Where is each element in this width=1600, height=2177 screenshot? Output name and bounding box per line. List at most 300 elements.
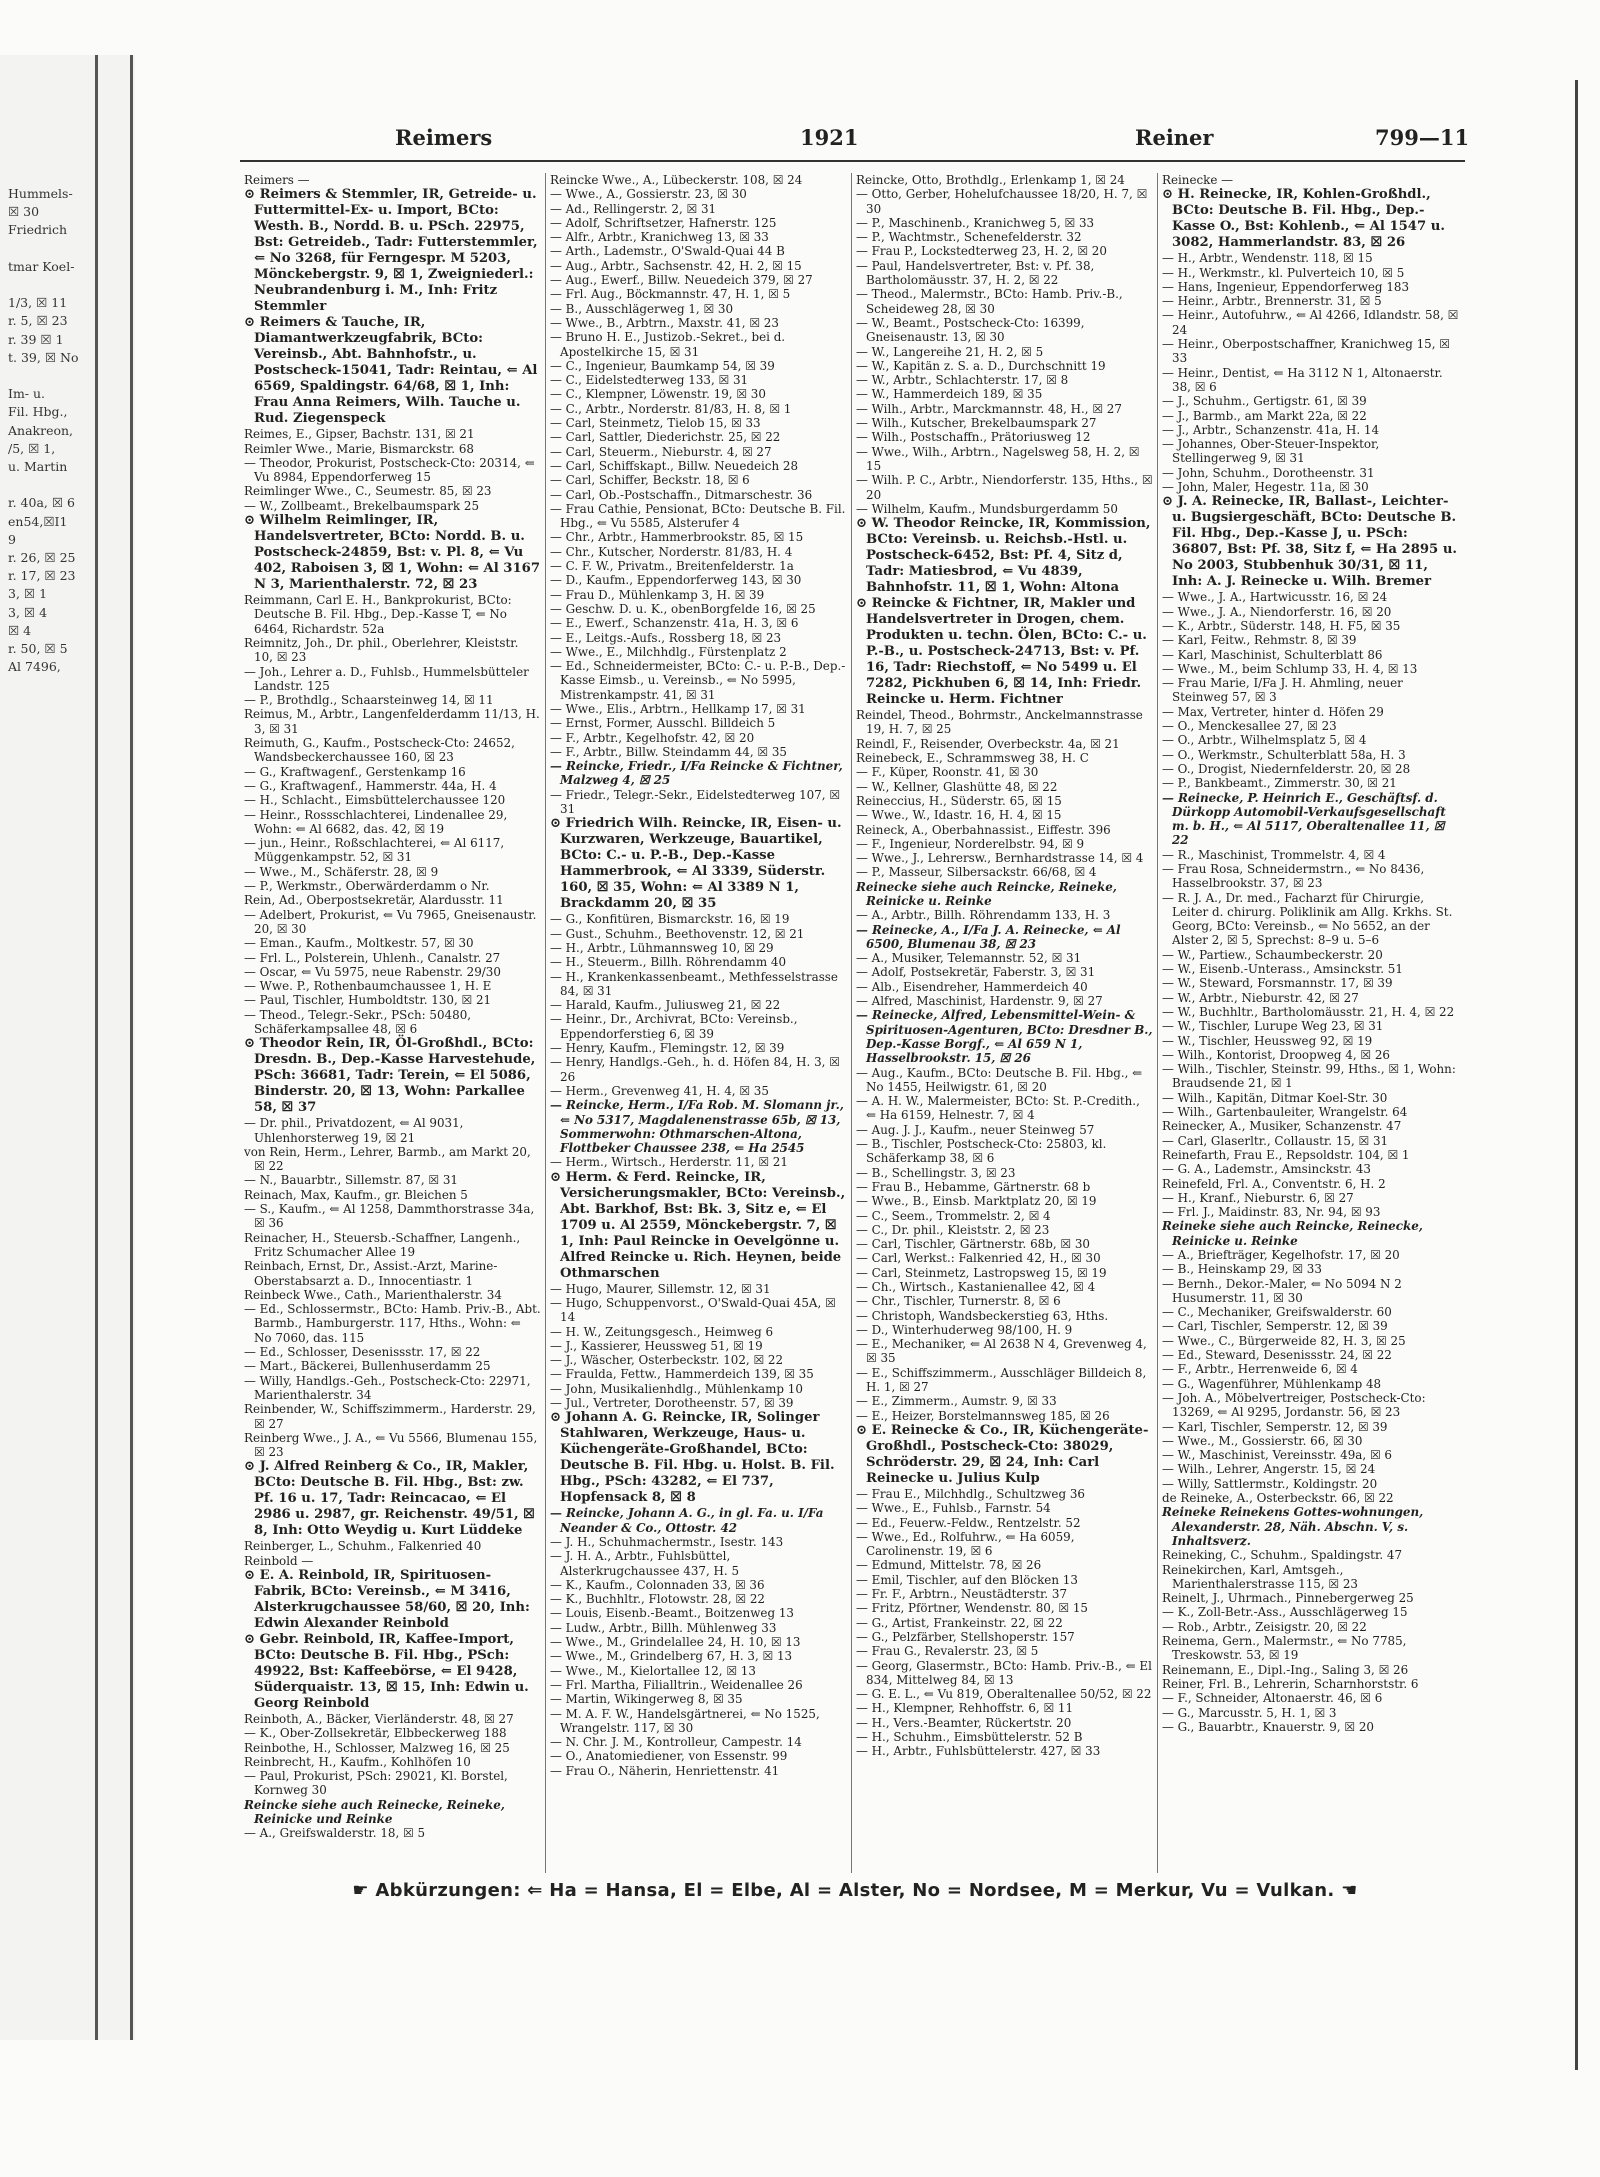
directory-entry: ⊙ Gebr. Reinbold, IR, Kaffee-Import, BCto: Deutsche B. Fil. Hbg., PSch: 49922, Bst: Kaffeebörse, ⇐ El 9428, Süderquaistr. 13, ☒ 15, Inh: Edwin u. Georg Reinbold	[244, 1632, 529, 1711]
directory-entry: — Henry, Kaufm., Flemingstr. 12, ☒ 39	[550, 1041, 785, 1056]
directory-entry: ⊙ Reimers & Tauche, IR, Diamantwerkzeugfabrik, BCto: Vereinsb., Abt. Bahnhofstr., u. Postscheck-15041, Tadr: Reintau, ⇐ Al 6569, Spaldingstr. 64/68, ☒ 1, Inh: Frau Anna Reimers, Wilh. Tauche u. Rud. Ziegenspeck	[244, 315, 538, 427]
directory-entry: — Geschw. D. u. K., obenBorgfelde 16, ☒ 25	[550, 601, 816, 616]
directory-entry: — P., Werkmstr., Oberwärderdamm o Nr.	[244, 879, 490, 894]
directory-entry: — S., Kaufm., ⇐ Al 1258, Dammthorstrasse 34a, ☒ 36	[244, 1202, 535, 1231]
directory-entry: — Ernst, Former, Ausschl. Billdeich 5	[550, 716, 776, 731]
directory-entry: — R., Maschinist, Trommelstr. 4, ☒ 4	[1162, 847, 1386, 862]
directory-entry: Reinemann, E., Dipl.-Ing., Saling 3, ☒ 26	[1162, 1662, 1409, 1677]
directory-entry: — Paul, Handelsvertreter, Bst: v. Pf. 38, Bartholomäusstr. 37, H. 2, ☒ 22	[856, 258, 1095, 288]
directory-entry: Reimuth, G., Kaufm., Postscheck-Cto: 24652, Wandsbeckerchaussee 160, ☒ 23	[244, 736, 515, 765]
directory-entry: — Wwe., M., Grindelallee 24, H. 10, ☒ 13	[550, 1635, 801, 1650]
directory-entry: — W., Tischler, Lurupe Weg 23, ☒ 31	[1162, 1019, 1384, 1034]
directory-entry: — F., Arbtr., Billw. Steindamm 44, ☒ 35	[550, 744, 787, 759]
directory-entry: — E., Zimmerm., Aumstr. 9, ☒ 33	[856, 1394, 1057, 1409]
directory-entry: Reimmann, Carl E. H., Bankprokurist, BCto: Deutsche B. Fil. Hbg., Dep.-Kasse T, ⇐ No 6464, Richardstr. 52a	[244, 593, 512, 636]
previous-page-line: Friedrich	[8, 222, 68, 238]
directory-entry: ⊙ W. Theodor Reincke, IR, Kommission, BCto: Vereinsb. u. Reichsb.-Hstl. u. Postscheck-6452, Bst: Pf. 4, Sitz d, Tadr: Matiesbrod, ⇐ Vu 4839, Bahnhofstr. 11, ☒ 1, Wohn: Altona	[856, 516, 1151, 596]
directory-column-1	[240, 173, 546, 1873]
directory-entry: Reinema, Gern., Malermstr., ⇐ No 7785, Treskowstr. 53, ☒ 19	[1162, 1634, 1407, 1663]
directory-entry: — Wwe., B., Einsb. Marktplatz 20, ☒ 19	[856, 1194, 1097, 1209]
directory-entry: — W., Buchhltr., Bartholomäusstr. 21, H. 4, ☒ 22	[1162, 1004, 1455, 1019]
directory-entry: — Joh., Lehrer a. D., Fuhlsb., Hummelsbütteler Landstr. 125	[244, 664, 529, 693]
directory-entry: — Wilh., Kapitän, Ditmar Koel-Str. 30	[1162, 1090, 1388, 1105]
directory-entry: — J., Arbtr., Schanzenstr. 41a, H. 14	[1162, 422, 1380, 437]
directory-entry: — Carl, Ob.-Postschaffn., Ditmarschestr. 36	[550, 487, 813, 502]
previous-page-line: 1/3, ☒ 11	[8, 295, 68, 311]
directory-entry: — Frl. Martha, Filialltrin., Weidenallee 26	[550, 1677, 803, 1692]
previous-page-line: ☒ 4	[8, 622, 32, 638]
directory-entry: — Otto, Gerber, Hohelufchaussee 18/20, H. 7, ☒ 30	[856, 187, 1148, 216]
directory-entry: — Wwe., M., beim Schlump 33, H. 4, ☒ 13	[1162, 661, 1418, 676]
directory-entry: — C., Ingenieur, Baumkamp 54, ☒ 39	[550, 358, 775, 373]
directory-entry: — Paul, Prokurist, PSch: 29021, Kl. Borstel, Kornweg 30	[244, 1769, 508, 1798]
directory-entry: ⊙ J. A. Reinecke, IR, Ballast-, Leichter- u. Bugsiergeschäft, BCto: Deutsche B. Fil. Hbg., Dep.-Kasse J, u. PSch: 36807, Bst: Pf. 38, Sitz f, ⇐ Ha 2895 u. No 2003, Stubbenhuk 30/31, ☒ 11, Inh: A. J. Reinecke u. Wilh. Bremer	[1162, 494, 1457, 590]
directory-entry: — Wilh., Arbtr., Marckmannstr. 48, H., ☒ 27	[856, 401, 1122, 416]
directory-entry: — A., Arbtr., Billh. Röhrendamm 133, H. 3	[856, 908, 1111, 923]
directory-entry: — Carl, Glaserltr., Collaustr. 15, ☒ 31	[1162, 1133, 1389, 1148]
directory-entry: von Rein, Herm., Lehrer, Barmb., am Markt 20, ☒ 22	[244, 1144, 531, 1174]
directory-entry: — Carl, Schiffer, Beckstr. 18, ☒ 6	[550, 473, 750, 488]
directory-entry: — Ed., Schlosser, Desenissstr. 17, ☒ 22	[244, 1345, 481, 1360]
directory-entry: — Aug., Kaufm., BCto: Deutsche B. Fil. Hbg., ⇐ No 1455, Heilwigstr. 61, ☒ 20	[856, 1065, 1143, 1094]
directory-entry: — H., Vers.-Beamter, Rückertstr. 20	[856, 1715, 1072, 1730]
header-page-number: 799—11	[1375, 125, 1470, 150]
directory-entry: — Friedr., Telegr.-Sekr., Eidelstedterweg 107, ☒ 31	[550, 787, 841, 817]
directory-entry: — B., Tischler, Postscheck-Cto: 25803, kl. Schäferkamp 38, ☒ 6	[856, 1137, 1107, 1166]
previous-page-line: Anakreon,	[8, 422, 74, 438]
directory-entry: — Wwe., M., Schäferstr. 28, ☒ 9	[244, 864, 439, 879]
directory-entry: — H., Arbtr., Fuhlsbüttelerstr. 427, ☒ 33	[856, 1744, 1101, 1759]
directory-entry: — Emil, Tischler, auf den Blöcken 13	[856, 1572, 1078, 1587]
previous-page-line	[8, 240, 132, 258]
directory-entry: — Gust., Schuhm., Beethovenstr. 12, ☒ 21	[550, 926, 805, 941]
directory-entry: — Paul, Tischler, Humboldtstr. 130, ☒ 21	[244, 993, 492, 1008]
directory-entry: Reimus, M., Arbtr., Langenfelderdamm 11/13, H. 3, ☒ 31	[244, 707, 540, 736]
directory-entry: — W., Kapitän z. S. a. D., Durchschnitt 19	[856, 358, 1106, 373]
directory-entry: — Alfr., Arbtr., Kranichweg 13, ☒ 33	[550, 230, 769, 245]
directory-entry: — Theodor, Prokurist, Postscheck-Cto: 20314, ⇐ Vu 8984, Eppendorferweg 15	[244, 455, 535, 485]
directory-entry: — Frau Rosa, Schneidermstrn., ⇐ No 8436, Hasselbrookstr. 37, ☒ 23	[1162, 861, 1425, 891]
directory-entry: Reineccius, H., Süderstr. 65, ☒ 15	[856, 793, 1062, 808]
directory-entry: — J., Wäscher, Osterbeckstr. 102, ☒ 22	[550, 1353, 784, 1368]
directory-entry: — Oscar, ⇐ Vu 5975, neue Rabenstr. 29/30	[244, 964, 501, 979]
directory-entry: — W., Eisenb.-Unterass., Amsinckstr. 51	[1162, 962, 1403, 977]
directory-entry: — E., Schiffszimmerm., Ausschläger Billdeich 8, H. 1, ☒ 27	[856, 1365, 1147, 1395]
directory-entry: — P., Brothdlg., Schaarsteinweg 14, ☒ 11	[244, 693, 494, 708]
directory-entry: — C., Seem., Trommelstr. 2, ☒ 4	[856, 1208, 1051, 1223]
directory-entry: Rein, Ad., Oberpostsekretär, Alardusstr. 11	[244, 893, 504, 908]
directory-entry: ⊙ Reincke & Fichtner, IR, Makler und Handelsvertreter in Drogen, chem. Produkten u. techn. Ölen, BCto: C.- u. P.-B., u. Postscheck-24713, Bst: v. Pf. 16, Tadr: Riechstoff, ⇐ No 5499 u. El 7282, Pickhuben 6, ☒ 14, Inh: Friedr. Reincke u. Herm. Fichtner	[856, 596, 1147, 708]
previous-page-line	[8, 367, 132, 385]
directory-entry: Reimler Wwe., Marie, Bismarckstr. 68	[244, 441, 474, 456]
directory-entry: — Max, Vertreter, hinter d. Höfen 29	[1162, 704, 1384, 719]
directory-entry: — Frl. L., Polsterein, Uhlenh., Canalstr. 27	[244, 950, 501, 965]
directory-entry: — Wilh., Kontorist, Droopweg 4, ☒ 26	[1162, 1047, 1390, 1062]
previous-page-line	[8, 476, 132, 494]
directory-entry: — Wilh., Kutscher, Brekelbaumspark 27	[856, 416, 1097, 431]
directory-entry: — G., Artist, Frankeinstr. 22, ☒ 22	[856, 1615, 1063, 1630]
directory-entry: — John, Musikalienhdlg., Mühlenkamp 10	[550, 1381, 803, 1396]
directory-entry: — A., Briefträger, Kegelhofstr. 17, ☒ 20	[1162, 1248, 1400, 1262]
directory-entry: — K., Arbtr., Süderstr. 148, H. F5, ☒ 35	[1162, 618, 1401, 633]
directory-entry: — H., Schuhm., Eimsbüttelerstr. 52 B	[856, 1730, 1083, 1745]
directory-entry: — G., Wagenführer, Mühlenkamp 48	[1162, 1376, 1382, 1391]
directory-column-2	[546, 173, 852, 1873]
directory-entry: — Adelbert, Prokurist, ⇐ Vu 7965, Gneisenaustr. 20, ☒ 30	[244, 907, 537, 936]
header-rule	[240, 160, 1465, 162]
directory-entry: — H., Arbtr., Lühmannsweg 10, ☒ 29	[550, 940, 774, 955]
directory-entry: — H., Werkmstr., kl. Pulverteich 10, ☒ 5	[1162, 265, 1405, 280]
directory-entry: — R. J. A., Dr. med., Facharzt für Chirurgie, Leiter d. chirurg. Poliklinik am Allg. Krkhs. St. Georg, BCto: Vereinsb., ⇐ No 5652, an der Alster 2, ☒ 5, Sprechst: 8–9 u. 5–6	[1162, 890, 1453, 948]
directory-entry: Reincke siehe auch Reinecke, Reineke, Reinicke und Reinke	[244, 1797, 505, 1827]
directory-entry: — Chr., Tischler, Turnerstr. 8, ☒ 6	[856, 1294, 1061, 1309]
directory-entry: — P., Wachtmstr., Schenefelderstr. 32	[856, 230, 1082, 245]
header-left-keyword: Reimers	[395, 125, 493, 150]
directory-entry: — B., Heinskamp 29, ☒ 33	[1162, 1262, 1322, 1277]
directory-entry: — Hans, Ingenieur, Eppendorferweg 183	[1162, 279, 1410, 294]
directory-entry: — Wwe., C., Bürgerweide 82, H. 3, ☒ 25	[1162, 1333, 1406, 1348]
directory-entry: — N. Chr. J. M., Kontrolleur, Campestr. 14	[550, 1735, 802, 1750]
directory-entry: — J. H. A., Arbtr., Fuhlsbüttel, Alsterkrugchaussee 437, H. 5	[550, 1549, 740, 1578]
directory-entry: — Frau O., Näherin, Henriettenstr. 41	[550, 1763, 780, 1778]
directory-entry: — Wwe., Elis., Arbtrn., Hellkamp 17, ☒ 31	[550, 701, 806, 716]
directory-entry: Reinberger, L., Schuhm., Falkenried 40	[244, 1539, 482, 1554]
directory-entry: — Bernh., Dekor.-Maler, ⇐ No 5094 N 2 Husumerstr. 11, ☒ 30	[1162, 1276, 1402, 1305]
directory-entry: — Ed., Schlossermstr., BCto: Hamb. Priv.-B., Abt. Barmb., Hamburgerstr. 117, Hths., Wohn: ⇐ No 7060, das. 115	[244, 1302, 541, 1345]
previous-page-line: tmar Koel-	[8, 258, 75, 274]
directory-entry: Reinecke —	[1162, 173, 1234, 187]
directory-entry: — Frau Marie, I/Fa J. H. Ahmling, neuer Steinweg 57, ☒ 3	[1162, 676, 1403, 705]
directory-entry: — Reinecke, Alfred, Lebensmittel-Wein- & Spirituosen-Agenturen, BCto: Dresdner B., Dep.-Kasse Borgf., ⇐ Al 659 N 1, Hasselbrookstr. 15, ☒ 26	[856, 1008, 1153, 1066]
directory-entry: — John, Maler, Hegestr. 11a, ☒ 30	[1162, 480, 1369, 495]
directory-entry: — Frau B., Hebamme, Gärtnerstr. 68 b	[856, 1179, 1091, 1194]
directory-entry: — Bruno H. E., Justizob.-Sekret., bei d. Apostelkirche 15, ☒ 31	[550, 330, 786, 359]
previous-page-line: 3, ☒ 4	[8, 604, 48, 620]
directory-entry: — O., Drogist, Niedernfelderstr. 20, ☒ 28	[1162, 761, 1411, 776]
previous-page-line: /5, ☒ 1,	[8, 440, 56, 456]
directory-entry: — H., Kranf., Nieburstr. 6, ☒ 27	[1162, 1190, 1354, 1205]
directory-entry: — Wwe., A., Gossierstr. 23, ☒ 30	[550, 187, 747, 202]
directory-entry: — Heinr., Rossschlachterei, Lindenallee 29, Wohn: ⇐ Al 6682, das. 42, ☒ 19	[244, 807, 508, 836]
directory-entry: — E., Ewerf., Schanzenstr. 41a, H. 3, ☒ 6	[550, 616, 799, 631]
directory-entry: — jun., Heinr., Roßschlachterei, ⇐ Al 6117, Müggenkampstr. 52, ☒ 31	[244, 836, 505, 865]
directory-entry: — H., Schlacht., Eimsbüttelerchaussee 120	[244, 793, 506, 808]
directory-entry: — Reincke, Herm., I/Fa Rob. M. Slomann jr., ⇐ No 5317, Magdalenenstrasse 65b, ☒ 13, Sommerwohn: Othmarschen-Altona, Flottbeker Chaussee 238, ⇐ Ha 2545	[550, 1098, 844, 1156]
directory-entry: — Carl, Schiffskapt., Billw. Neuedeich 28	[550, 458, 799, 473]
directory-entry: — E., Heizer, Borstelmannsweg 185, ☒ 26	[856, 1408, 1110, 1423]
directory-entry: — W., Arbtr., Nieburstr. 42, ☒ 27	[1162, 990, 1359, 1005]
directory-entry: — W., Arbtr., Schlachterstr. 17, ☒ 8	[856, 373, 1069, 388]
previous-page-line: Im- u.	[8, 386, 46, 402]
directory-entry: — Chr., Arbtr., Hammerbrookstr. 85, ☒ 15	[550, 530, 804, 545]
directory-entry: ⊙ Theodor Rein, IR, Öl-Großhdl., BCto: Dresdn. B., Dep.-Kasse Harvestehude, PSch: 36681, Tadr: Terein, ⇐ El 5086, Binderstr. 20, ☒ 13, Wohn: Parkallee 58, ☒ 37	[244, 1036, 536, 1116]
directory-entry: — A., Musiker, Telemannstr. 52, ☒ 31	[856, 951, 1082, 966]
directory-entry: — Hugo, Schuppenvorst., O'Swald-Quai 45A, ☒ 14	[550, 1296, 836, 1325]
directory-entry: — F., Schneider, Altonaerstr. 46, ☒ 6	[1162, 1691, 1383, 1706]
directory-entry: — D., Winterhuderweg 98/100, H. 9	[856, 1322, 1073, 1337]
directory-entry: — Wilh., Tischler, Steinstr. 99, Hths., ☒ 1, Wohn: Braudsende 21, ☒ 1	[1162, 1062, 1456, 1091]
directory-entry: — W., Hammerdeich 189, ☒ 35	[856, 387, 1043, 402]
directory-entry: Reinberg Wwe., J. A., ⇐ Vu 5566, Blumenau 155, ☒ 23	[244, 1430, 538, 1460]
directory-entry: Reimers —	[244, 173, 310, 187]
previous-page-line: t. 39, ☒ No	[8, 349, 79, 365]
directory-entry: — Christoph, Wandsbeckerstieg 63, Hths.	[856, 1308, 1109, 1323]
directory-entry: — Rob., Arbtr., Zeisigstr. 20, ☒ 22	[1162, 1619, 1367, 1634]
directory-entry: — Carl, Tischler, Semperstr. 12, ☒ 39	[1162, 1319, 1388, 1334]
directory-entry: — E., Mechaniker, ⇐ Al 2638 N 4, Grevenweg 4, ☒ 35	[856, 1337, 1147, 1366]
directory-entry: — Fr. F., Arbtrn., Neustädterstr. 37	[856, 1587, 1068, 1602]
directory-entry: — Wilh. P. C., Arbtr., Niendorferstr. 135, Hths., ☒ 20	[856, 473, 1153, 502]
directory-entry: — Carl, Werkst.: Falkenried 42, H., ☒ 30	[856, 1251, 1101, 1266]
abbreviations-footer: ☛ Abkürzungen: ⇐ Ha = Hansa, El = Elbe, Al = Alster, No = Nordsee, M = Merkur, Vu = Vulkan. ☚	[352, 1880, 1358, 1901]
previous-page-line: r. 5, ☒ 23	[8, 313, 68, 329]
directory-entry: — Wwe., J. A., Niendorferstr. 16, ☒ 20	[1162, 604, 1392, 619]
previous-page-line: r. 17, ☒ 23	[8, 568, 76, 584]
directory-entry: — Wilh., Lehrer, Angerstr. 15, ☒ 24	[1162, 1462, 1376, 1477]
directory-entry: — Wwe., E., Milchhdlg., Fürstenplatz 2	[550, 644, 787, 659]
directory-entry: — K., Ober-Zollsekretär, Elbbeckerweg 188	[244, 1726, 507, 1741]
directory-entry: — C., Dr. phil., Kleiststr. 2, ☒ 23	[856, 1222, 1050, 1237]
directory-entry: Reinecke siehe auch Reincke, Reineke, Reinicke u. Reinke	[856, 879, 1117, 908]
directory-entry: — Wwe., M., Gossierstr. 66, ☒ 30	[1162, 1433, 1363, 1448]
directory-entry: — Ed., Steward, Desenissstr. 24, ☒ 22	[1162, 1348, 1392, 1363]
directory-entry: — B., Ausschlägerweg 1, ☒ 30	[550, 301, 734, 316]
directory-page	[160, 85, 1545, 2005]
directory-entry: — J., Barmb., am Markt 22a, ☒ 22	[1162, 408, 1367, 423]
previous-page-line: Fil. Hbg.,	[8, 404, 68, 420]
directory-entry: — G., Bauarbtr., Knauerstr. 9, ☒ 20	[1162, 1719, 1374, 1734]
directory-entry: ⊙ E. Reinecke & Co., IR, Küchengeräte-Großhdl., Postscheck-Cto: 38029, Schröderstr. 29, ☒ 24, Inh: Carl Reinecke u. Julius Kulp	[856, 1422, 1149, 1486]
directory-entry: — Joh. A., Möbelvertreiger, Postscheck-Cto: 13269, ⇐ Al 9295, Jordanstr. 56, ☒ 23	[1162, 1390, 1426, 1420]
directory-entry: — P., Masseur, Silbersackstr. 66/68, ☒ 4	[856, 865, 1097, 880]
directory-entry: — W., Kellner, Glashütte 48, ☒ 22	[856, 779, 1058, 794]
directory-entry: — Jul., Vertreter, Dorotheenstr. 57, ☒ 39	[550, 1396, 794, 1411]
directory-entry: — F., Ingenieur, Norderelbstr. 94, ☒ 9	[856, 836, 1085, 851]
directory-entry: — D., Kaufm., Eppendorferweg 143, ☒ 30	[550, 573, 802, 588]
previous-page-line: ☒ 30	[8, 204, 40, 220]
directory-entry: — Herm., Wirtsch., Herderstr. 11, ☒ 21	[550, 1155, 788, 1170]
directory-entry: — Wwe., Ed., Rolfuhrw., ⇐ Ha 6059, Carolinenstr. 19, ☒ 6	[856, 1529, 1075, 1559]
directory-entry: — Frl. Aug., Böckmannstr. 47, H. 1, ☒ 5	[550, 287, 791, 302]
directory-entry: — F., Küper, Roonstr. 41, ☒ 30	[856, 765, 1039, 780]
directory-entry: — Chr., Kutscher, Norderstr. 81/83, H. 4	[550, 544, 793, 559]
directory-entry: — G., Konfitüren, Bismarckstr. 16, ☒ 19	[550, 912, 790, 927]
directory-entry: — Carl, Steinmetz, Lastropsweg 15, ☒ 19	[856, 1265, 1107, 1280]
directory-entry: — Louis, Eisenb.-Beamt., Boitzenweg 13	[550, 1606, 794, 1621]
directory-entry: ⊙ Wilhelm Reimlinger, IR, Handelsvertreter, BCto: Nordd. B. u. Postscheck-24859, Bst: v. Pl. 8, ⇐ Vu 402, Raboisen 3, ☒ 1, Wohn: ⇐ Al 3167 N 3, Marienthalerstr. 72, ☒ 23	[244, 513, 541, 593]
directory-entry: Reineke siehe auch Reincke, Reinecke, Reinicke u. Reinke	[1162, 1219, 1423, 1248]
directory-entry: — Ad., Rellingerstr. 2, ☒ 31	[550, 201, 717, 216]
directory-entry: Reinekirchen, Karl, Amtsgeh., Marienthalerstrasse 115, ☒ 23	[1162, 1562, 1358, 1591]
directory-entry: — Karl, Tischler, Semperstr. 12, ☒ 39	[1162, 1419, 1388, 1434]
directory-column-4	[1158, 173, 1464, 1873]
directory-entry: — Wwe., M., Kielortallee 12, ☒ 13	[550, 1663, 756, 1678]
header-right-keyword: Reiner	[1135, 125, 1214, 150]
directory-entry: — Heinr., Dr., Archivrat, BCto: Vereinsb., Eppendorferstieg 6, ☒ 39	[550, 1012, 798, 1041]
directory-entry: — W., Tischler, Heussweg 92, ☒ 19	[1162, 1033, 1373, 1048]
directory-entry: Reinefeld, Frl. A., Conventstr. 6, H. 2	[1162, 1176, 1386, 1191]
directory-entry: Reineking, C., Schuhm., Spaldingstr. 47	[1162, 1548, 1403, 1563]
directory-entry: Reinbeck Wwe., Cath., Marienthalerstr. 34	[244, 1287, 502, 1302]
directory-entry: Reimlinger Wwe., C., Seumestr. 85, ☒ 23	[244, 484, 492, 499]
directory-entry: ⊙ E. A. Reinbold, IR, Spirituosen-Fabrik, BCto: Vereinsb., ⇐ M 3416, Alsterkrugchaussee 58/60, ☒ 20, Inh: Edwin Alexander Reinbold	[244, 1568, 530, 1631]
directory-entry: — G., Kraftwagenf., Hammerstr. 44a, H. 4	[244, 778, 497, 793]
directory-entry: ⊙ H. Reinecke, IR, Kohlen-Großhdl., BCto: Deutsche B. Fil. Hbg., Dep.-Kasse O., Bst: Kohlenb., ⇐ Al 1547 u. 3082, Hammerlandstr. 83, ☒ 26	[1162, 187, 1445, 251]
directory-entry: Reineck, A., Oberbahnassist., Eiffestr. 396	[856, 822, 1111, 837]
directory-entry: Reincke, Otto, Brothdlg., Erlenkamp 1, ☒ 24	[856, 173, 1125, 187]
directory-entry: — P., Maschinenb., Kranichweg 5, ☒ 33	[856, 215, 1095, 230]
directory-entry: — Ch., Wirtsch., Kastanienallee 42, ☒ 4	[856, 1280, 1096, 1294]
directory-entry: Reinbender, W., Schiffszimmerm., Harderstr. 29, ☒ 27	[244, 1402, 536, 1431]
directory-entry: — O., Werkmstr., Schulterblatt 58a, H. 3	[1162, 747, 1406, 762]
directory-entry: — G. E. L., ⇐ Vu 819, Oberaltenallee 50/52, ☒ 22	[856, 1687, 1152, 1702]
directory-entry: — Wwe. P., Rothenbaumchaussee 1, H. E	[244, 979, 492, 994]
previous-page-line: Hummels-	[8, 186, 73, 201]
directory-entry: — O., Anatomiediener, von Essenstr. 99	[550, 1749, 788, 1764]
directory-entry: Reimnitz, Joh., Dr. phil., Oberlehrer, Kleiststr. 10, ☒ 23	[244, 635, 519, 665]
directory-entry: Reinbrecht, H., Kaufm., Kohlhöfen 10	[244, 1754, 471, 1769]
previous-page-line: 3, ☒ 1	[8, 586, 48, 602]
directory-entry: — Wwe., J., Lehrersw., Bernhardstrasse 14, ☒ 4	[856, 851, 1144, 866]
directory-entry: — K., Kaufm., Colonnaden 33, ☒ 36	[550, 1577, 765, 1592]
directory-entry: — Eman., Kaufm., Moltkestr. 57, ☒ 30	[244, 936, 474, 951]
directory-entry: ⊙ Friedrich Wilh. Reincke, IR, Eisen- u. Kurzwaren, Werkzeuge, Bauartikel, BCto: C.- u. P.-B., Dep.-Kasse Hammerbrook, ⇐ Al 3339, Süderstr. 160, ☒ 35, Wohn: ⇐ Al 3389 N 1, Brackdamm 20, ☒ 35	[550, 816, 842, 912]
directory-entry: de Reineke, A., Osterbeckstr. 66, ☒ 22	[1162, 1491, 1394, 1506]
directory-entry: — Theod., Malermstr., BCto: Hamb. Priv.-B., Scheideweg 28, ☒ 30	[856, 287, 1123, 316]
directory-entry: — G. A., Lademstr., Amsinckstr. 43	[1162, 1162, 1371, 1177]
directory-entry: — W., Beamt., Postscheck-Cto: 16399, Gneisenaustr. 13, ☒ 30	[856, 315, 1085, 345]
directory-entry: — A. H. W., Malermeister, BCto: St. P.-Credith., ⇐ Ha 6159, Helnestr. 7, ☒ 4	[856, 1094, 1140, 1123]
previous-page-line: Al 7496,	[8, 659, 61, 675]
directory-entry: Reinbach, Ernst, Dr., Assist.-Arzt, Marine-Oberstabsarzt a. D., Innocentiastr. 1	[244, 1259, 498, 1288]
directory-entry: — C., Mechaniker, Greifswalderstr. 60	[1162, 1305, 1392, 1320]
directory-entry: — Willy, Sattlermstr., Koldingstr. 20	[1162, 1476, 1378, 1491]
directory-entry: — Wwe., E., Fuhlsb., Farnstr. 54	[856, 1501, 1051, 1516]
directory-entry: — Reincke, Johann A. G., in gl. Fa. u. I/Fa Neander & Co., Ottostr. 42	[550, 1506, 824, 1535]
directory-entry: ⊙ Reimers & Stemmler, IR, Getreide- u. Futtermittel-Ex- u. Import, BCto: Westh. B., Nordd. B. u. PSch. 22975, Bst: Getreideb., Tadr: Futterstemmler, ⇐ No 3268, für Ferngespr. M 5203, Mönckebergstr. 9, ☒ 1, Zweigniederl.: Neubrandenburg i. M., Inh: Fritz Stemmler	[244, 187, 538, 315]
directory-entry: — Carl, Steinmetz, Tielob 15, ☒ 33	[550, 416, 761, 431]
directory-entry: Reiner, Frl. B., Lehrerin, Scharnhorststr. 6	[1162, 1676, 1419, 1691]
directory-entry: — Reinecke, P. Heinrich E., Geschäftsf. d. Dürkopp Automobil-Verkaufsgesellschaft m. b. H., ⇐ Al 5117, Oberaltenallee 11, ☒ 22	[1162, 790, 1446, 848]
directory-entry: — J., Kassierer, Heussweg 51, ☒ 19	[550, 1338, 763, 1353]
directory-entry: — C., Arbtr., Norderstr. 81/83, H. 8, ☒ 1	[550, 401, 792, 416]
directory-entry: Reinbold —	[244, 1553, 314, 1568]
directory-entry: — Martin, Wikingerweg 8, ☒ 35	[550, 1692, 743, 1707]
directory-entry: — Aug., Arbtr., Sachsenstr. 42, H. 2, ☒ 15	[550, 258, 802, 273]
directory-entry: — Fraulda, Fettw., Hammerdeich 139, ☒ 35	[550, 1367, 814, 1382]
directory-entry: — Johannes, Ober-Steuer-Inspektor, Stellingerweg 9, ☒ 31	[1162, 437, 1380, 466]
directory-entry: — W., Langereihe 21, H. 2, ☒ 5	[856, 344, 1044, 359]
previous-page-line	[8, 276, 132, 294]
directory-entry: — Dr. phil., Privatdozent, ⇐ Al 9031, Uhlenhorsterweg 19, ☒ 21	[244, 1116, 464, 1145]
page-right-edge	[1575, 80, 1578, 2070]
header-year: 1921	[800, 125, 859, 150]
directory-entry: — Wilhelm, Kaufm., Mundsburgerdamm 50	[856, 501, 1118, 516]
directory-entry: — Carl, Tischler, Gärtnerstr. 68b, ☒ 30	[856, 1237, 1090, 1252]
directory-entry: Reinecker, A., Musiker, Schanzenstr. 47	[1162, 1119, 1402, 1134]
directory-entry: — J., Schuhm., Gertigstr. 61, ☒ 39	[1162, 394, 1367, 409]
directory-entry: — Herm., Grevenweg 41, H. 4, ☒ 35	[550, 1083, 769, 1098]
directory-entry: — Wwe., B., Arbtrn., Maxstr. 41, ☒ 23	[550, 315, 779, 330]
previous-page-line: 9	[8, 531, 16, 547]
directory-entry: — Heinr., Arbtr., Brennerstr. 31, ☒ 5	[1162, 294, 1382, 309]
directory-entry: — Alfred, Maschinist, Hardenstr. 9, ☒ 27	[856, 994, 1103, 1009]
directory-entry: — Frau Cathie, Pensionat, BCto: Deutsche B. Fil. Hbg., ⇐ Vu 5585, Alsterufer 4	[550, 501, 846, 531]
directory-entry: — Heinr., Oberpostschaffner, Kranichweg 15, ☒ 33	[1162, 337, 1450, 366]
directory-entry: — Wilh., Gartenbauleiter, Wrangelstr. 64	[1162, 1105, 1408, 1120]
directory-entry: — Hugo, Maurer, Sillemstr. 12, ☒ 31	[550, 1281, 771, 1296]
directory-entry: — G., Kraftwagenf., Gerstenkamp 16	[244, 764, 466, 779]
directory-entry: — Frau D., Mühlenkamp 3, H. ☒ 39	[550, 587, 765, 602]
directory-entry: — W., Maschinist, Vereinsstr. 49a, ☒ 6	[1162, 1448, 1392, 1463]
directory-entry: — J. H., Schuhmachermstr., Isestr. 143	[550, 1534, 784, 1549]
directory-entry: — A., Greifswalderstr. 18, ☒ 5	[244, 1826, 426, 1841]
directory-entry: Reinacher, H., Steuersb.-Schaffner, Langenh., Fritz Schumacher Allee 19	[244, 1230, 521, 1259]
directory-entry: — Heinr., Dentist, ⇐ Ha 3112 N 1, Altonaerstr. 38, ☒ 6	[1162, 365, 1443, 394]
directory-entry: — Georg, Glasermstr., BCto: Hamb. Priv.-B., ⇐ El 834, Mittelweg 84, ☒ 13	[856, 1658, 1152, 1687]
directory-entry: — Frl. J., Maidinstr. 83, Nr. 94, ☒ 93	[1162, 1205, 1381, 1220]
directory-entry: — N., Bauarbtr., Sillemstr. 87, ☒ 31	[244, 1173, 458, 1188]
directory-entry: — Wwe., M., Grindelberg 67, H. 3, ☒ 13	[550, 1649, 793, 1664]
directory-entry: — W., Steward, Forsmannstr. 17, ☒ 39	[1162, 976, 1393, 991]
directory-entry: — Carl, Steuerm., Nieburstr. 4, ☒ 27	[550, 444, 772, 459]
previous-page-edge	[0, 55, 135, 2040]
directory-entry: — O., Menckesallee 27, ☒ 23	[1162, 719, 1337, 734]
directory-entry: — Karl, Maschinist, Schulterblatt 86	[1162, 647, 1383, 662]
directory-entry: Reinelt, J., Uhrmach., Pinnebergerweg 25	[1162, 1591, 1414, 1606]
directory-entry: — Carl, Sattler, Diederichstr. 25, ☒ 22	[550, 430, 781, 445]
previous-page-line: r. 26, ☒ 25	[8, 550, 76, 566]
directory-entry: — H., Steuerm., Billh. Röhrendamm 40	[550, 955, 787, 970]
directory-entry: ⊙ Johann A. G. Reincke, IR, Solinger Stahlwaren, Werkzeuge, Haus- u. Küchengeräte-Großhandel, BCto: Deutsche B. Fil. Hbg. u. Holst. B. Fil. Hbg., PSch: 43282, ⇐ El 737, Hopfensack 8, ☒ 8	[550, 1410, 835, 1506]
directory-entry: — Harald, Kaufm., Juliusweg 21, ☒ 22	[550, 998, 781, 1013]
directory-entry: — Fritz, Pförtner, Wendenstr. 80, ☒ 15	[856, 1601, 1088, 1616]
directory-entry: — Wwe., Wilh., Arbtrn., Nagelsweg 58, H. 2, ☒ 15	[856, 444, 1140, 473]
directory-entry: — O., Arbtr., Wilhelmsplatz 5, ☒ 4	[1162, 733, 1367, 748]
directory-entry: Reinach, Max, Kaufm., gr. Bleichen 5	[244, 1187, 468, 1202]
directory-entry: Reinefarth, Frau E., Repsoldstr. 104, ☒ 1	[1162, 1147, 1410, 1162]
directory-columns	[240, 173, 1465, 1873]
directory-entry: — Wwe., J. A., Hartwicusstr. 16, ☒ 24	[1162, 590, 1388, 605]
previous-page-text-fragments	[8, 185, 132, 676]
directory-entry: — Mart., Bäckerei, Bullenhuserdamm 25	[244, 1359, 491, 1374]
directory-entry: — Heinr., Autofuhrw., ⇐ Al 4266, Idlandstr. 58, ☒ 24	[1162, 308, 1459, 337]
directory-entry: — W., Partiew., Schaumbeckerstr. 20	[1162, 947, 1383, 962]
directory-entry: — Reinecke, A., I/Fa J. A. Reinecke, ⇐ Al 6500, Blumenau 38, ☒ 23	[856, 922, 1121, 951]
directory-entry: — E., Leitgs.-Aufs., Rossberg 18, ☒ 23	[550, 630, 782, 645]
page-header	[160, 85, 1545, 150]
directory-entry: Reinebeck, E., Schrammsweg 38, H. C	[856, 751, 1089, 766]
directory-entry: — Ludw., Arbtr., Billh. Mühlenweg 33	[550, 1620, 777, 1635]
directory-entry: Reindl, F., Reisender, Overbeckstr. 4a, ☒ 21	[856, 736, 1120, 751]
directory-entry: — K., Zoll-Betr.-Ass., Ausschlägerweg 15	[1162, 1605, 1408, 1620]
directory-entry: — C., Eidelstedterweg 133, ☒ 31	[550, 373, 749, 388]
directory-entry: Reinboth, A., Bäcker, Vierländerstr. 48, ☒ 27	[244, 1712, 514, 1726]
directory-entry: — Aug. J. J., Kaufm., neuer Steinweg 57	[856, 1122, 1095, 1137]
directory-entry: — Wilh., Postschaffn., Prätoriusweg 12	[856, 430, 1091, 445]
directory-entry: — K., Buchhltr., Flotowstr. 28, ☒ 22	[550, 1592, 765, 1607]
directory-entry: — Aug., Ewerf., Billw. Neuedeich 379, ☒ 27	[550, 273, 813, 288]
previous-page-line: u. Martin	[8, 459, 68, 475]
previous-page-line: r. 50, ☒ 5	[8, 641, 68, 657]
directory-entry: — Ed., Schneidermeister, BCto: C.- u. P.-B., Dep.-Kasse Eimsb., u. Vereinsb., ⇐ No 5995, Mistrenkampstr. 41, ☒ 31	[550, 659, 846, 702]
previous-page-line: r. 40a, ☒ 6	[8, 495, 75, 511]
directory-entry: — Edmund, Mittelstr. 78, ☒ 26	[856, 1558, 1042, 1573]
directory-entry: Reineke Reinekens Gottes-wohnungen, Alexanderstr. 28, Näh. Abschn. V, s. Inhaltsverz.	[1162, 1505, 1424, 1548]
directory-entry: — Willy, Handlgs.-Geh., Postscheck-Cto: 22971, Marienthalerstr. 34	[244, 1373, 531, 1402]
directory-entry: — John, Schuhm., Dorotheenstr. 31	[1162, 465, 1375, 480]
directory-entry: — G., Marcusstr. 5, H. 1, ☒ 3	[1162, 1705, 1337, 1720]
